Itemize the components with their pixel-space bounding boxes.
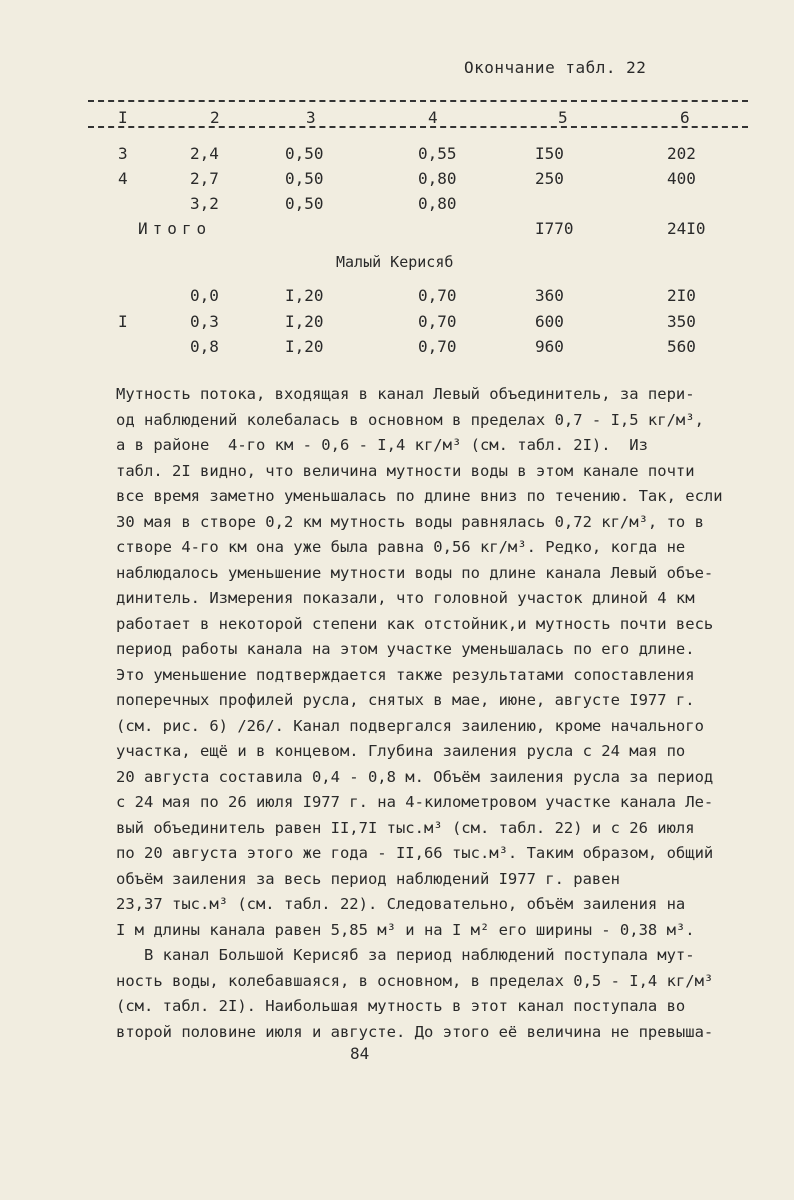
table-cell: 0,70	[418, 312, 457, 331]
table-row	[0, 144, 794, 168]
table-cell: 0,8	[190, 337, 219, 356]
text-line: динитель. Измерения показали, что головной участок длиной 4 км	[116, 589, 695, 607]
table-cell: 0,50	[285, 169, 324, 188]
table-cell: 600	[535, 312, 564, 331]
table-row	[0, 312, 794, 336]
text-line: работает в некоторой степени как отстойник,и мутность почти весь	[116, 614, 714, 633]
table-cell: 3	[118, 144, 128, 163]
table-cell: I,20	[285, 312, 324, 331]
table-cell: 0,50	[285, 194, 324, 213]
page-number: 84	[350, 1044, 370, 1063]
table-cell: I,20	[285, 337, 324, 356]
table-cell: 24I0	[667, 219, 706, 238]
text-line: табл. 2I видно, что величина мутности воды в этом канале почти	[116, 461, 695, 480]
text-line: (см. рис. 6) /26/. Канал подвергался заилению, кроме начального	[116, 716, 704, 735]
table-cell: I,20	[285, 286, 324, 305]
table-cell: 0,3	[190, 312, 219, 331]
text-line: объём заиления за весь период наблюдений I977 г. равен	[116, 869, 620, 888]
text-line: участка, ещё и в концевом. Глубина заиления русла с 24 мая по	[116, 742, 686, 760]
text-line: поперечных профилей русла, снятых в мае, июне, августе I977 г.	[116, 691, 695, 709]
table-row	[0, 169, 794, 193]
text-line: створе 4-го км она уже была равна 0,56 кг/м³. Редко, когда не	[116, 538, 686, 556]
table-top-rule	[88, 100, 748, 102]
table-row	[0, 286, 794, 310]
text-line: вый объединитель равен II,7I тыс.м³ (см. табл. 22) и с 26 июля	[116, 818, 695, 837]
text-line: а в районе 4-го км - 0,6 - I,4 кг/м³ (см. табл. 2I). Из	[116, 436, 648, 454]
table-cell: I	[118, 312, 128, 331]
table-header-cell: 5	[558, 108, 568, 127]
table-cell: I50	[535, 144, 564, 163]
table-cell: 0,70	[418, 286, 457, 305]
total-label: Итого	[138, 219, 212, 238]
table-row	[0, 337, 794, 361]
table-row	[0, 194, 794, 218]
body-text	[116, 382, 756, 1045]
text-line: второй половине июля и августе. До этого её величина не превыша-	[116, 1022, 714, 1041]
table-cell: 400	[667, 169, 696, 188]
text-line: Мутность потока, входящая в канал Левый объединитель, за пери-	[116, 385, 695, 403]
table-cell: 350	[667, 312, 696, 331]
text-line: од наблюдений колебалась в основном в пределах 0,7 - I,5 кг/м³,	[116, 410, 704, 429]
table-cell: 560	[667, 337, 696, 356]
text-line: I м длины канала равен 5,85 м³ и на I м² его ширины - 0,38 м³.	[116, 920, 695, 939]
table-cell: 3,2	[190, 194, 219, 213]
table-cell: 4	[118, 169, 128, 188]
text-line: 20 августа составила 0,4 - 0,8 м. Объём заиления русла за период	[116, 767, 714, 786]
table-cell: 0,50	[285, 144, 324, 163]
text-line: период работы канала на этом участке уменьшалась по его длине.	[116, 640, 695, 658]
table-cell: 0,70	[418, 337, 457, 356]
table-header-cell: 3	[306, 108, 316, 127]
table-total-row	[0, 219, 794, 243]
text-line: ность воды, колебавшаяся, в основном, в пределах 0,5 - I,4 кг/м³	[116, 971, 714, 990]
table-header-cell: 2	[210, 108, 220, 127]
table-caption: Окончание табл. 22	[464, 58, 647, 77]
table-header-cell: 4	[428, 108, 438, 127]
text-line: наблюдалось уменьшение мутности воды по длине канала Левый объе-	[116, 563, 714, 582]
text-line: 23,37 тыс.м³ (см. табл. 22). Следовательно, объём заиления на	[116, 895, 686, 913]
table-cell: 2,4	[190, 144, 219, 163]
text-line: все время заметно уменьшалась по длине вниз по течению. Так, если	[116, 487, 723, 505]
table-cell: 250	[535, 169, 564, 188]
table-header-cell: 6	[680, 108, 690, 127]
table-cell: 2,7	[190, 169, 219, 188]
table-cell: 960	[535, 337, 564, 356]
table-cell: 0,0	[190, 286, 219, 305]
table-cell: 360	[535, 286, 564, 305]
text-line: по 20 августа этого же года - II,66 тыс.м³. Таким образом, общий	[116, 844, 714, 862]
table-cell: 0,80	[418, 194, 457, 213]
table-cell: 202	[667, 144, 696, 163]
text-line: (см. табл. 2I). Наибольшая мутность в этот канал поступала во	[116, 997, 686, 1015]
table-cell: 0,80	[418, 169, 457, 188]
table-cell: I770	[535, 219, 574, 238]
table-header-cell: I	[118, 108, 128, 127]
text-line: Это уменьшение подтверждается также результатами сопоставления	[116, 665, 695, 684]
table-cell: 2I0	[667, 286, 696, 305]
text-line: В канал Большой Керисяб за период наблюдений поступала мут-	[116, 946, 695, 964]
text-line: 30 мая в створе 0,2 км мутность воды равнялась 0,72 кг/м³, то в	[116, 512, 704, 531]
subheading-text: Малый Керисяб	[336, 253, 454, 271]
text-line: с 24 мая по 26 июля I977 г. на 4-километровом участке канала Ле-	[116, 793, 714, 811]
table-header-rule	[88, 126, 748, 128]
table-cell: 0,55	[418, 144, 457, 163]
